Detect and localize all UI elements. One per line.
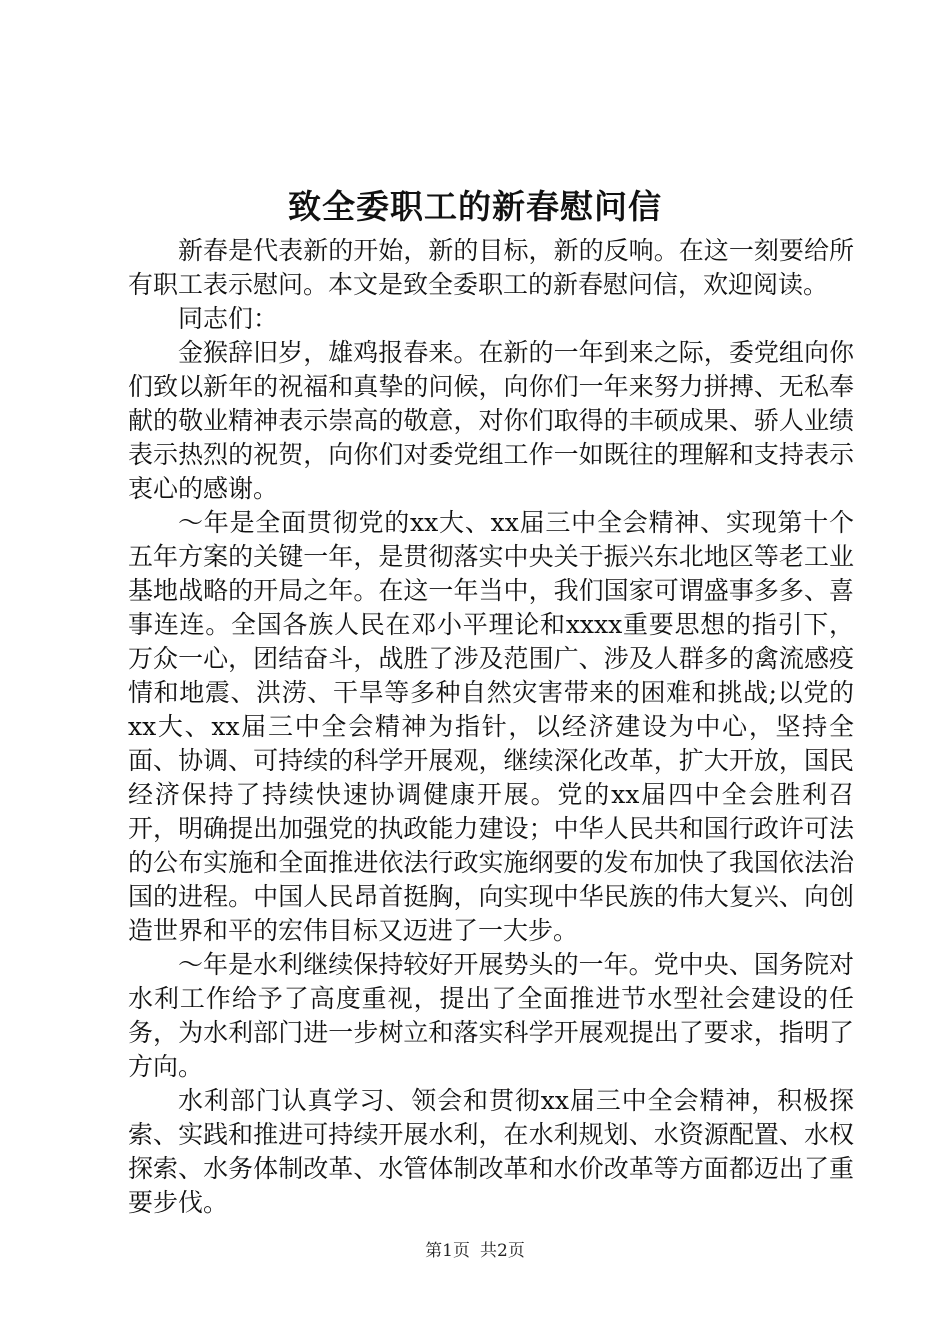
salutation: 同志们：	[178, 304, 279, 333]
page-footer	[0, 1239, 950, 1263]
page-number: 第1页	[425, 1241, 470, 1261]
intro-paragraph: 新春是代表新的开始，新的目标，新的反响。在这一刻要给所有职工表示慰问。本文是致全委职工的新春慰问信，欢迎阅读。	[128, 236, 854, 299]
body-paragraph: ～年是全面贯彻党的xx大、xx届三中全会精神、实现第十个五年方案的关键一年，是贯彻落实中央关于振兴东北地区等老工业基地战略的开局之年。在这一年当中，我们国家可谓盛事多多、喜事连连。全国各族人民在邓小平理论和xxxx重要思想的指引下，万众一心，团结奋斗，战胜了涉及范围广、涉及人群多的禽流感疫情和地震、洪涝、干旱等多种自然灾害带来的困难和挑战;以党的xx大、xx届三中全会精神为指针，以经济建设为中心，坚持全面、协调、可持续的科学开展观，继续深化改革，扩大开放，国民经济保持了持续快速协调健康开展。党的xx届四中全会胜利召开，明确提出加强党的执政能力建设；中华人民共和国行政许可法的公布实施和全面推进依法行政实施纲要的发布加快了我国依法治国的进程。中国人民昂首挺胸，向实现中华民族的伟大复兴、向创造世界和平的宏伟目标又迈进了一大步。	[128, 508, 854, 945]
page-total: 共2页	[480, 1241, 525, 1261]
body-paragraph: 金猴辞旧岁，雄鸡报春来。在新的一年到来之际，委党组向你们致以新年的祝福和真挚的问候，向你们一年来努力拼搏、无私奉献的敬业精神表示崇高的敬意，对你们取得的丰硕成果、骄人业绩表示热烈的祝贺，向你们对委党组工作一如既往的理解和支持表示衷心的感谢。	[128, 338, 854, 503]
body-paragraph: ～年是水利继续保持较好开展势头的一年。党中央、国务院对水利工作给予了高度重视，提出了全面推进节水型社会建设的任务，为水利部门进一步树立和落实科学开展观提出了要求，指明了方向。	[128, 950, 854, 1081]
document-body	[128, 234, 854, 1220]
body-paragraph: 水利部门认真学习、领会和贯彻xx届三中全会精神，积极探索、实践和推进可持续开展水利，在水利规划、水资源配置、水权探索、水务体制改革、水管体制改革和水价改革等方面都迈出了重要步伐。	[128, 1086, 854, 1217]
document-title: 致全委职工的新春慰问信	[288, 187, 662, 226]
